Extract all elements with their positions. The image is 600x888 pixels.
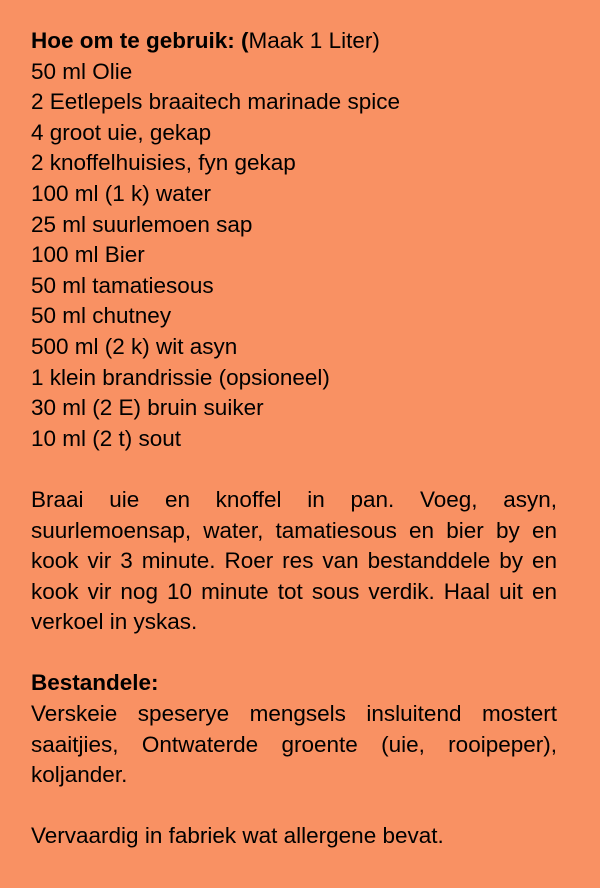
ingredient-item: 50 ml tamatiesous [31, 272, 214, 298]
ingredient-item: 10 ml (2 t) sout [31, 425, 182, 451]
ingredient-item: 1 klein brandrissie (opsioneel) [31, 364, 330, 390]
ingredient-item: 100 ml (1 k) water [31, 180, 212, 206]
allergen-note: Vervaardig in fabriek wat allergene bevat. [31, 823, 444, 849]
usage-heading: Hoe om te gebruik: ( [31, 28, 249, 53]
spacer [31, 791, 557, 822]
usage-heading-line [31, 26, 557, 57]
ingredient-item: 2 Eetlepels braaitech marinade spice [31, 89, 400, 115]
ingredient-item: 500 ml (2 k) wit asyn [31, 333, 238, 359]
method-paragraph: Braai uie en knoffel in pan. Voeg, asyn, suurlemoensap, water, tamatiesous en bier by en kook vir 3 minute. Roer res van bestanddele by en kook vir nog 10 minute tot sous verdik. Haal uit en verkoel in yskas. [31, 486, 557, 635]
components-paragraph: Verskeie speserye mengsels insluitend mostert saaitjies, Ontwaterde groente (uie, rooipeper), koljander. [31, 701, 557, 788]
ingredient-item: 100 ml Bier [31, 242, 145, 268]
usage-yield: Maak 1 Liter) [248, 28, 380, 53]
spacer [31, 638, 557, 669]
ingredient-item: 50 ml Olie [31, 58, 133, 84]
ingredient-item: 30 ml (2 E) bruin suiker [31, 395, 264, 421]
ingredient-item: 4 groot uie, gekap [31, 119, 212, 145]
ingredient-list [31, 57, 557, 455]
spacer [31, 454, 557, 485]
ingredient-item: 2 knoffelhuisies, fyn gekap [31, 150, 296, 176]
ingredient-item: 50 ml chutney [31, 303, 172, 329]
components-heading: Bestandele: [31, 670, 159, 696]
ingredient-item: 25 ml suurlemoen sap [31, 211, 253, 237]
